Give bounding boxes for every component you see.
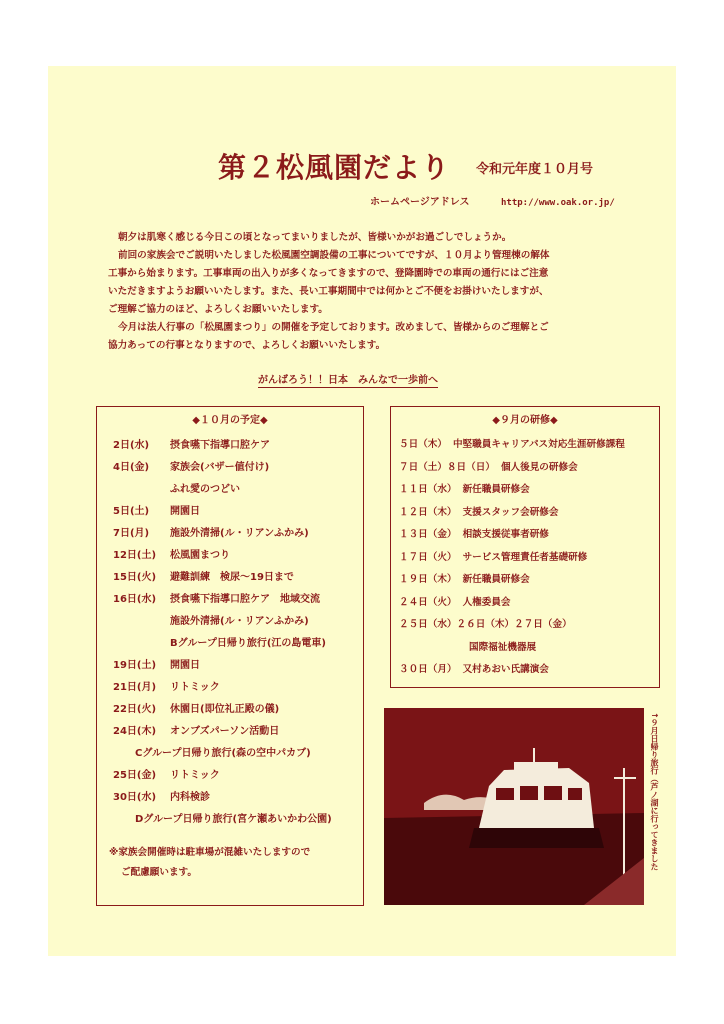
schedule-event: 内科検診 [170,791,210,803]
training-row [399,635,625,658]
schedule-row [113,718,332,740]
schedule-title: ◆１０月の予定◆ [192,415,268,426]
schedule-row [113,454,332,476]
schedule-date: 12日(土) [113,549,157,561]
schedule-row [113,498,332,520]
training-date: ２５日（水）２６日（木）２７日（金） [399,619,572,631]
schedule-row [113,476,332,498]
schedule-event: リトミック [170,681,220,693]
training-event: 相談支援従事者研修 [462,529,549,541]
slogan: がんばろう！！日本 みんなで一歩前へ [258,371,438,388]
schedule-row [113,674,332,696]
training-title: ◆９月の研修◆ [492,415,558,426]
schedule-event: 開園日 [170,505,200,517]
note-line: ご配慮願います。 [121,867,197,878]
schedule-date: 15日(火) [113,571,157,583]
schedule-event: Dグループ日帰り旅行(宮ケ瀬あいかわ公園) [135,813,332,825]
training-row [399,432,625,455]
training-date: １１日（水） [399,484,457,496]
training-event: 支援スタッフ会研修会 [462,506,559,518]
schedule-row [113,696,332,718]
schedule-event: 松風園まつり [170,549,230,561]
title-row [218,146,678,186]
training-list [399,432,625,680]
schedule-date: 19日(土) [113,659,157,671]
schedule-event: ふれ愛のつどい [170,483,240,495]
training-date: １７日（火） [399,551,457,563]
schedule-row [113,608,332,630]
intro-line: 今月は法人行事の「松風園まつり」の開催を予定しております。改めまして、皆様からのご理解とご [118,322,549,333]
schedule-event: Cグループ日帰り旅行(森の空中パカブ) [135,747,311,759]
training-event: 新任職員研修会 [462,574,530,586]
schedule-row [113,762,332,784]
schedule-date: 24日(木) [113,725,157,737]
training-event: 中堅職員キャリアパス対応生涯研修課程 [452,439,625,451]
training-row [399,500,625,523]
schedule-row [113,520,332,542]
training-date: ５日（木） [399,439,447,451]
schedule-date: 25日(金) [113,769,157,781]
training-row [399,612,625,635]
schedule-event: 休園日(即位礼正殿の儀) [170,703,280,715]
schedule-event: リトミック [170,769,220,781]
training-date: １９日（木） [399,574,457,586]
intro-line: 協力あっての行事となりますので、よろしくお願いいたします。 [108,340,386,351]
note-line: ※家族会開催時は駐車場が混雑いたしますので [109,847,311,858]
schedule-date: 21日(月) [113,681,157,693]
homepage-url[interactable]: http://www.oak.or.jp/ [500,198,615,208]
intro-line: 工事から始まります。工事車両の出入りが多くなってきますので、登降園時での車両の通行にはご注意 [108,268,549,279]
training-event: 又村あおい氏講演会 [462,664,549,676]
training-date: １３日（金） [399,529,457,541]
schedule-event: 摂食嚥下指導口腔ケア [170,439,270,451]
training-date: ２４日（火） [399,596,457,608]
schedule-row [113,630,332,652]
training-row [399,567,625,590]
schedule-row [113,586,332,608]
schedule-date: 4日(金) [113,461,150,473]
schedule-date: 22日(火) [113,703,157,715]
training-event: サービス管理責任者基礎研修 [462,551,588,563]
training-row [399,455,625,478]
schedule-row [113,542,332,564]
schedule-event: 施設外清掃(ル・リアンふかみ) [170,615,309,627]
schedule-event: 摂食嚥下指導口腔ケア 地域交流 [170,593,320,605]
training-date: １２日（木） [399,506,457,518]
schedule-row [113,740,332,762]
training-event: 個人後見の研修会 [500,461,578,473]
schedule-date: 16日(水) [113,593,157,605]
training-row [399,477,625,500]
training-event: 新任職員研修会 [462,484,530,496]
schedule-event: 家族会(バザー値付け) [170,461,270,473]
schedule-date: 30日(水) [113,791,157,803]
schedule-date: 2日(水) [113,439,150,451]
october-schedule-box [96,406,364,906]
intro-line: いただきますようお願いいたします。また、長い工事期間中では何かとご不便をお掛けいたしますが、 [108,286,549,297]
schedule-row [113,784,332,806]
training-row [399,590,625,613]
homepage-label: ホームページアドレス [370,197,470,208]
intro-line: 朝夕は肌寒く感じる今日この頃となってまいりましたが、皆様いかがお過ごしでしょうか。 [118,232,512,243]
schedule-row [113,564,332,586]
schedule-event: オンブズパーソン活動日 [170,725,280,737]
training-event: 国際福祉機器展 [469,641,537,653]
training-event: 人権委員会 [462,596,511,608]
schedule-event: 施設外清掃(ル・リアンふかみ) [170,527,309,539]
training-date: ３０日（月） [399,664,457,676]
training-row [399,657,625,680]
schedule-row [113,806,332,828]
intro-line: 前回の家族会でご説明いたしました松風園空調設備の工事についてですが、１０月より管理棟の解体 [118,250,550,261]
trip-photo [384,708,644,905]
schedule-event: 開園日 [170,659,200,671]
intro-text [108,229,648,355]
schedule-date: 5日(土) [113,505,150,517]
newsletter-page [48,66,676,956]
parking-note [109,843,310,883]
training-row [399,522,625,545]
training-date: ７日（土）８日（日） [399,461,495,473]
homepage-line [370,193,615,208]
intro-line: ご理解ご協力のほど、よろしくお願いいたします。 [108,304,328,315]
photo-caption: ↑９月日帰り旅行（芦ノ湖に行ってきました [650,712,659,871]
schedule-row [113,652,332,674]
september-training-box [390,406,660,688]
schedule-row [113,432,332,454]
schedule-date: 7日(月) [113,527,150,539]
page-title: 第２松風園だより [218,151,451,184]
schedule-list [113,432,332,828]
issue-label: 令和元年度１０月号 [476,162,594,177]
schedule-event: Bグループ日帰り旅行(江の島電車) [170,637,326,649]
training-row [399,545,625,568]
schedule-event: 避難訓練 検尿～19日まで [170,571,294,583]
